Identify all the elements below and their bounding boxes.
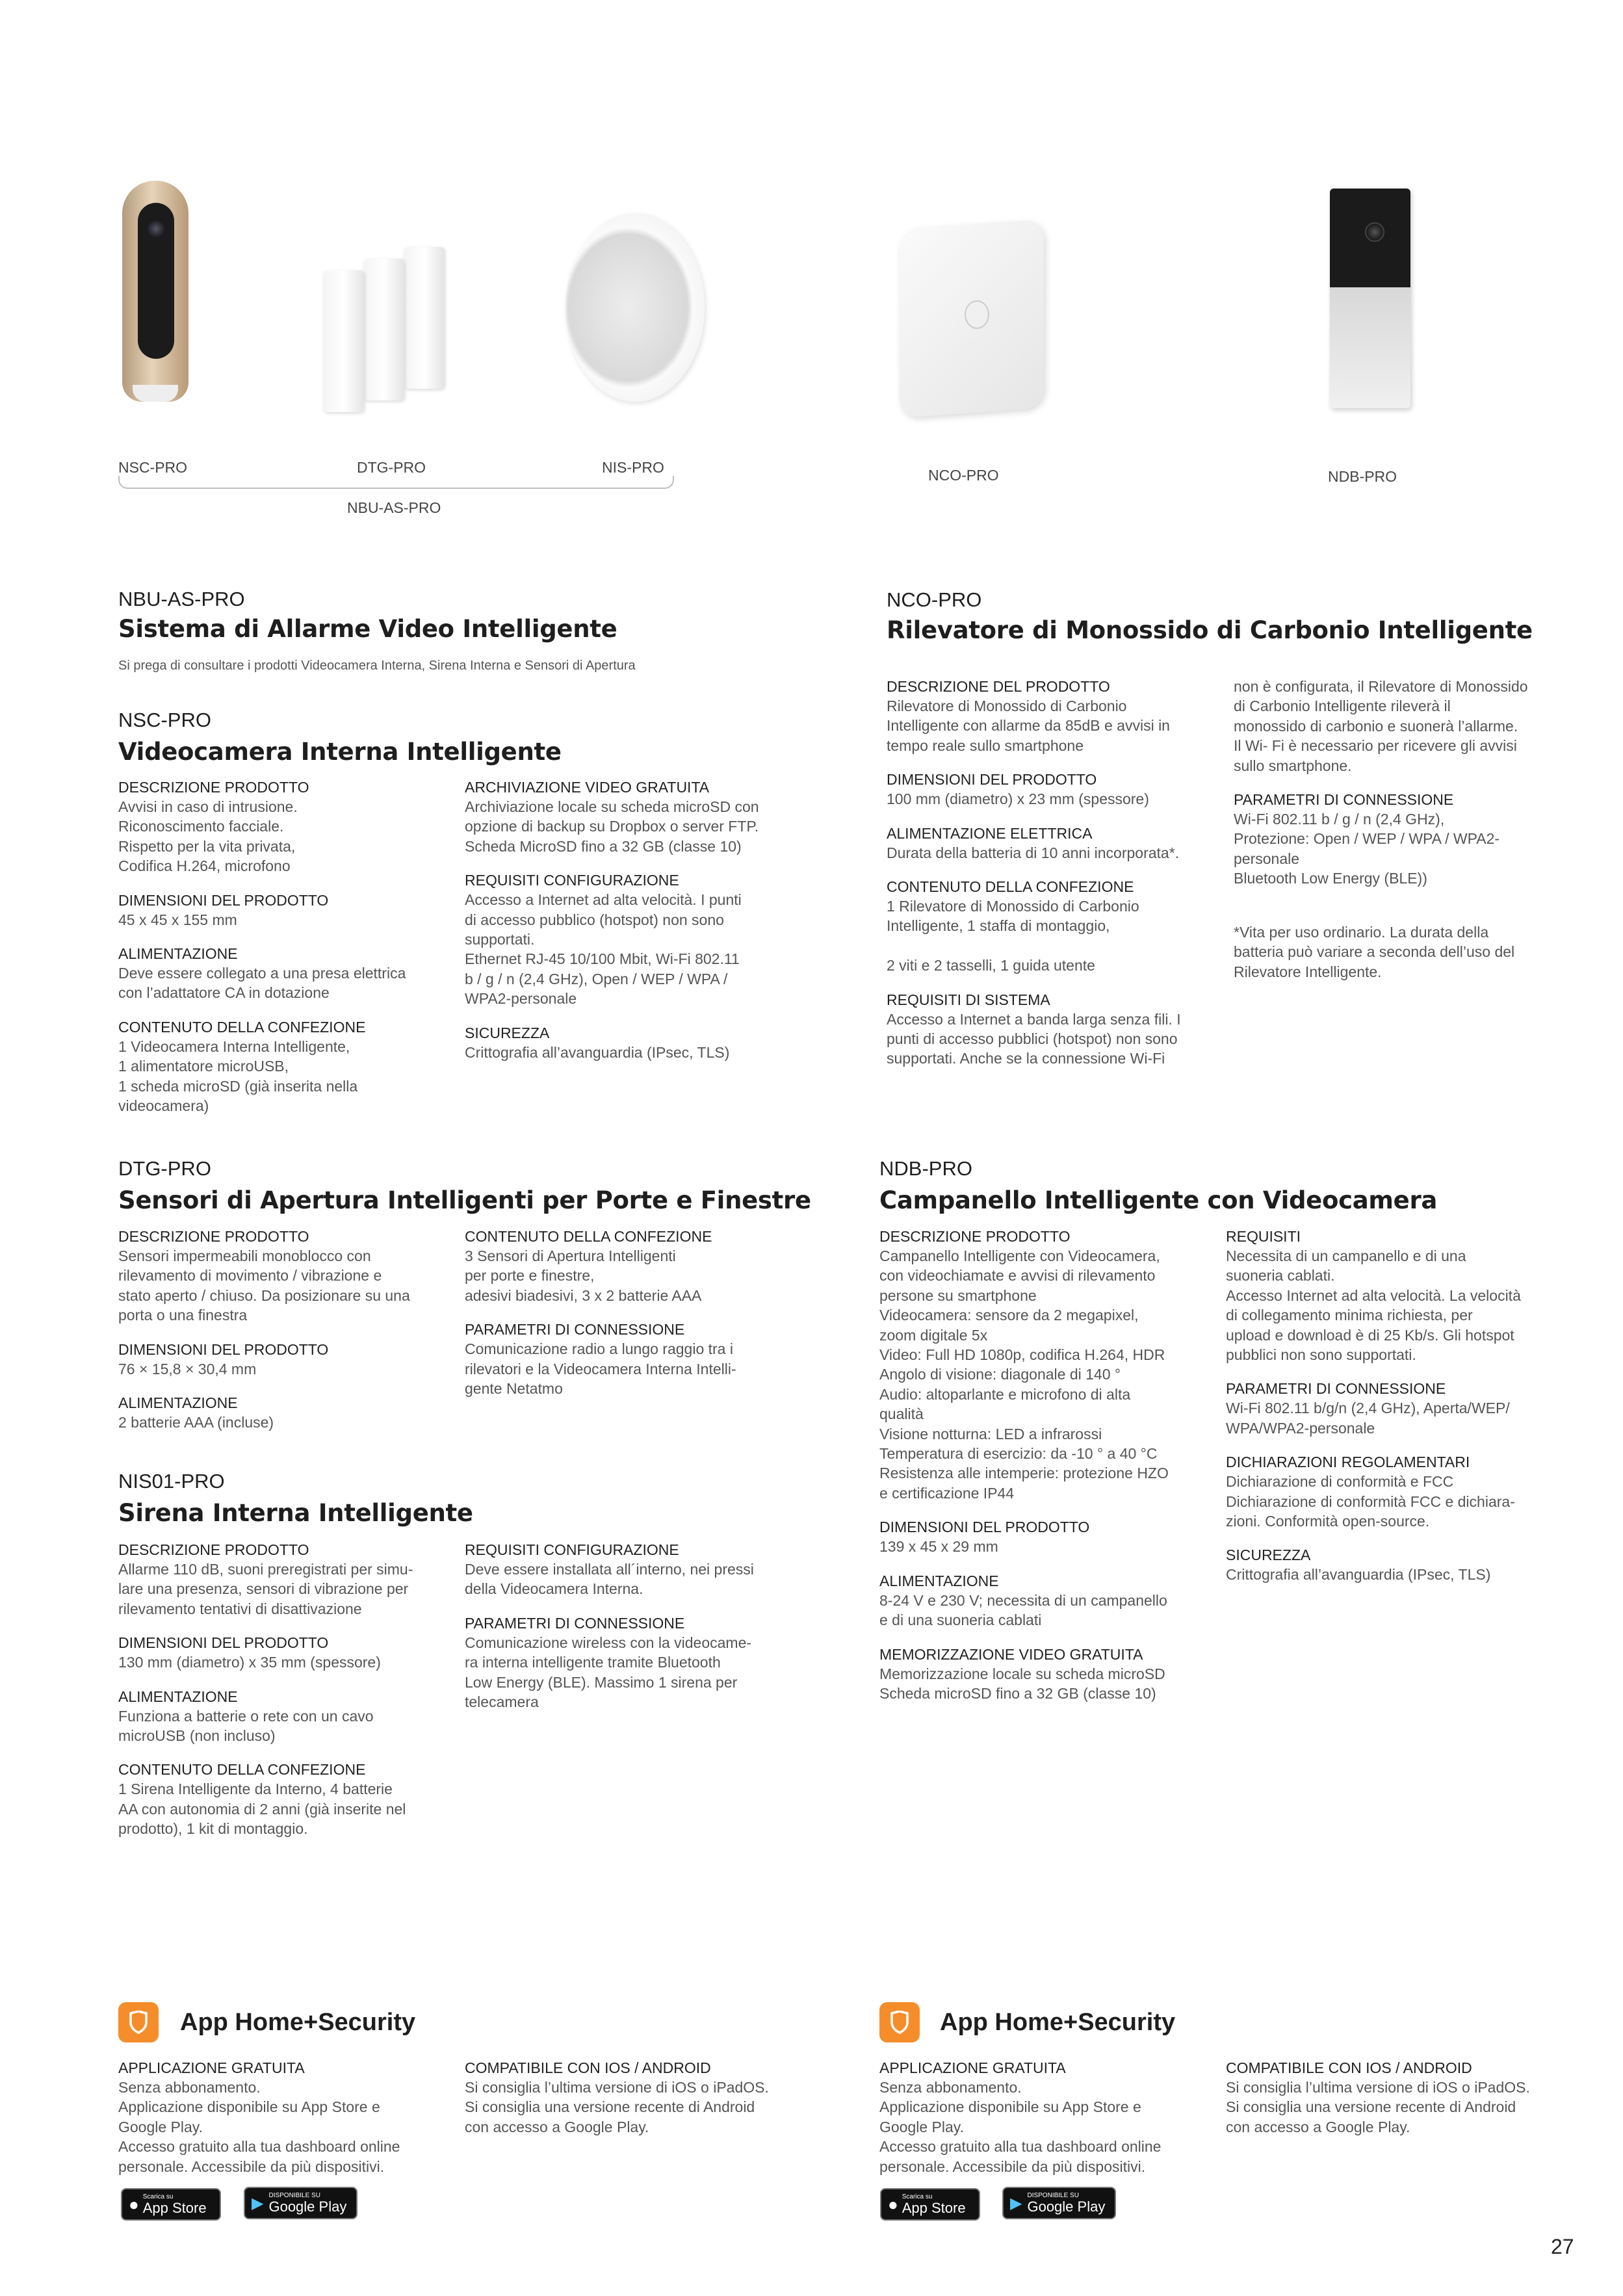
- app-specs-col1: [118, 2058, 443, 2191]
- section-code-ndb: NDB-PRO: [879, 1157, 972, 1180]
- app-store-badge[interactable]: [121, 2188, 221, 2221]
- spec-text: Campanello Intelligente con Videocamera, con videochiamate e avvisi di rilevamento persone su smartphone Videocamera: sensore da 2 megapixel, zoom digitale 5x Video: Full HD 1080p, codifica H.264, HDR Angolo di visione: diagonale di 140 ° Audio: altoparlante e microfono di alta qualità Visione notturna: LED a infrarossi Temperatura di esercizio: da -10 ° a 40 °C Resistenza alle intemperie: protezione HZO e certificazione IP44: [879, 1247, 1169, 1502]
- apple-icon: ●: [129, 2194, 139, 2214]
- spec-heading: SICUREZZA: [465, 1024, 550, 1041]
- spec-text: 76 × 15,8 × 30,4 mm: [118, 1360, 257, 1377]
- dtg-specs-col1: [118, 1227, 443, 1446]
- spec-group: [879, 1227, 1204, 1503]
- spec-heading: PARAMETRI DI CONNESSIONE: [465, 1614, 685, 1632]
- spec-text: 130 mm (diametro) x 35 mm (spessore): [118, 1654, 381, 1671]
- section-title-dtg: Sensori di Apertura Intelligenti per Porte e Finestre: [118, 1186, 811, 1214]
- spec-heading: PARAMETRI DI CONNESSIONE: [1226, 1380, 1446, 1398]
- nco-specs-col1: [887, 677, 1212, 1083]
- spec-heading: DESCRIZIONE PRODOTTO: [118, 1228, 309, 1245]
- spec-text: 2 batterie AAA (incluse): [118, 1414, 274, 1431]
- spec-text: 1 Sirena Intelligente da Interno, 4 batterie AA con autonomia di 2 anni (già inserite nel prodotto), 1 kit di montaggio.: [118, 1781, 406, 1838]
- ndb-pro-doorbell-image: [1330, 189, 1410, 408]
- spec-heading: REQUISITI CONFIGURAZIONE: [465, 872, 679, 889]
- spec-heading: PARAMETRI DI CONNESSIONE: [465, 1321, 685, 1338]
- spec-group: [118, 1017, 443, 1116]
- doorbell-camera-icon: [1365, 222, 1384, 242]
- spec-group: [465, 1023, 790, 1062]
- spec-group: [887, 824, 1212, 863]
- spec-group: [879, 1517, 1204, 1556]
- app-specs-col2: [1226, 2058, 1551, 2151]
- camera-lens-icon: [147, 220, 165, 238]
- spec-heading: REQUISITI DI SISTEMA: [887, 991, 1050, 1008]
- spec-heading: DIMENSIONI DEL PRODOTTO: [118, 1340, 329, 1358]
- badge-small-text: Scarica su: [142, 2193, 174, 2200]
- product-label-dtg: DTG-PRO: [357, 459, 426, 476]
- spec-text: Funziona a batterie o rete con un cavo microUSB (non incluso): [118, 1707, 374, 1745]
- spec-group: [1234, 790, 1559, 889]
- section-code-nis: NIS01-PRO: [118, 1470, 225, 1493]
- spec-text: Necessita di un campanello e di una suoneria cablati. Accesso Internet ad alta velocità. La velocità di collegamento minima richiesta, per upload e download è di 25 Kb/s. Gli hotspot pubblici non sono supportati.: [1226, 1247, 1521, 1364]
- spec-text: 1 Videocamera Interna Intelligente, 1 alimentatore microUSB, 1 scheda microSD (già inserita nella videocamera): [118, 1037, 358, 1115]
- spec-text: 8-24 V e 230 V; necessita di un campanello e di una suoneria cablati: [879, 1591, 1167, 1629]
- badge-small-text: DISPONIBILE SU: [268, 2191, 320, 2199]
- app-specs-col2: [465, 2058, 790, 2151]
- spec-text: 139 x 45 x 29 mm: [879, 1538, 998, 1556]
- spec-text: Comunicazione radio a lungo raggio tra i rilevatori e la Videocamera Interna Intelli- gente Netatmo: [465, 1340, 736, 1398]
- google-play-badge[interactable]: [244, 2187, 357, 2219]
- spec-heading: APPLICAZIONE GRATUITA: [118, 2059, 305, 2076]
- section-title-nbu: Sistema di Allarme Video Intelligente: [118, 615, 617, 643]
- spec-heading: SICUREZZA: [1226, 1546, 1311, 1564]
- product-label-ndb: NDB-PRO: [1328, 468, 1397, 485]
- spec-group: [465, 2058, 790, 2137]
- spec-heading: ALIMENTAZIONE: [118, 945, 238, 963]
- section-code-nco: NCO-PRO: [887, 588, 982, 611]
- spec-heading: DIMENSIONI DEL PRODOTTO: [118, 891, 329, 909]
- app-shield-icon: [879, 2002, 920, 2042]
- spec-heading: ARCHIVIAZIONE VIDEO GRATUITA: [465, 779, 710, 796]
- section-code-nsc: NSC-PRO: [118, 709, 211, 731]
- section-title-nco: Rilevatore di Monossido di Carbonio Intelligente: [887, 616, 1533, 644]
- section-title-nsc: Videocamera Interna Intelligente: [118, 738, 562, 766]
- spec-heading: REQUISITI: [1226, 1228, 1301, 1245]
- section-title-nis: Sirena Interna Intelligente: [118, 1499, 473, 1527]
- spec-group: [118, 1340, 443, 1379]
- spec-text: Deve essere installata all´interno, nei pressi della Videocamera Interna.: [465, 1561, 754, 1598]
- spec-heading: DESCRIZIONE PRODOTTO: [118, 1541, 309, 1558]
- spec-text: Si consiglia l’ultima versione di iOS o iPadOS. Si consiglia una versione recente di Android con accesso a Google Play.: [465, 2079, 769, 2135]
- dtg-pro-sensor-image: [364, 259, 404, 400]
- dtg-pro-sensor-image: [324, 270, 364, 412]
- app-title: App Home+Security: [940, 2009, 1176, 2036]
- spec-text: Archiviazione locale su scheda microSD con opzione di backup su Dropbox o server FTP. Scheda MicroSD fino a 32 GB (classe 10): [465, 798, 759, 855]
- app-title: App Home+Security: [180, 2009, 416, 2036]
- spec-group: [465, 1613, 790, 1712]
- spec-text: Senza abbonamento. Applicazione disponibile su App Store e Google Play. Accesso gratuito alla tua dashboard online personale. Accessibile da più dispositivi.: [118, 2079, 400, 2175]
- spec-group: [887, 770, 1212, 809]
- spec-heading: CONTENUTO DELLA CONFEZIONE: [118, 1761, 366, 1779]
- nco-pro-button-ring: [965, 300, 989, 329]
- spec-group: [118, 1227, 443, 1325]
- spec-text: 45 x 45 x 155 mm: [118, 911, 237, 928]
- spec-group: [118, 891, 443, 930]
- google-play-badge[interactable]: [1002, 2187, 1116, 2219]
- nis-specs-col2: [465, 1540, 790, 1726]
- nis-specs-col1: [118, 1540, 443, 1853]
- app-store-badge[interactable]: [880, 2188, 980, 2221]
- spec-group: [118, 1633, 443, 1672]
- section-code-nbu: NBU-AS-PRO: [118, 588, 245, 610]
- spec-text: Deve essere collegato a una presa elettrica con l’adattatore CA in dotazione: [118, 965, 406, 1002]
- app-shield-icon: [118, 2002, 159, 2042]
- spec-text: Crittografia all’avanguardia (IPsec, TLS): [1226, 1566, 1491, 1584]
- spec-text: Crittografia all’avanguardia (IPsec, TLS): [465, 1043, 730, 1061]
- spec-group: [1226, 1379, 1551, 1438]
- google-play-icon: ▶: [1010, 2194, 1022, 2212]
- spec-heading: COMPATIBILE CON IOS / ANDROID: [1226, 2059, 1472, 2076]
- spec-text: 1 Rilevatore di Monossido di Carbonio Intelligente, 1 staffa di montaggio, 2 viti e 2 tasselli, 1 guida utente: [887, 898, 1139, 974]
- spec-group: [1226, 1545, 1551, 1584]
- spec-text: *Vita per uso ordinario. La durata della batteria può variare a seconda dell’uso del Rilevatore Intelligente.: [1234, 924, 1515, 980]
- spec-group: [118, 1760, 443, 1838]
- spec-group: [887, 877, 1212, 976]
- spec-text: Avvisi in caso di intrusione. Riconoscimento facciale. Rispetto per la vita privata, Codifica H.264, microfono: [118, 798, 298, 875]
- bundle-bracket-divider: [118, 476, 674, 489]
- spec-group: [879, 2058, 1204, 2176]
- spec-text: Memorizzazione locale su scheda microSD Scheda microSD fino a 32 GB (classe 10): [879, 1665, 1165, 1702]
- spec-heading: COMPATIBILE CON IOS / ANDROID: [465, 2059, 711, 2076]
- spec-group: [887, 677, 1212, 755]
- product-label-nis: NIS-PRO: [602, 459, 664, 476]
- spec-text: Rilevatore di Monossido di Carbonio Intelligente con allarme da 85dB e avvisi in tempo reale sullo smartphone: [887, 698, 1170, 754]
- product-label-nco: NCO-PRO: [928, 467, 999, 484]
- spec-group: [879, 1645, 1204, 1704]
- spec-group: [879, 1571, 1204, 1630]
- spec-group: [1226, 1227, 1551, 1364]
- spec-text: Si consiglia l’ultima versione di iOS o iPadOS. Si consiglia una versione recente di Android con accesso a Google Play.: [1226, 2079, 1530, 2135]
- spec-text: Durata della batteria di 10 anni incorporata*.: [887, 844, 1180, 861]
- nsc-pro-camera-base: [133, 385, 178, 402]
- section-title-ndb: Campanello Intelligente con Videocamera: [879, 1186, 1438, 1214]
- spec-text: 100 mm (diametro) x 23 mm (spessore): [887, 790, 1149, 808]
- spec-text: Accesso a Internet a banda larga senza fili. I punti di accesso pubblici (hotspot) non sono supportati. Anche se la connessione Wi-Fi: [887, 1010, 1181, 1067]
- section-note-nbu: Si prega di consultare i prodotti Videocamera Interna, Sirena Interna e Sensori di Apertura: [118, 659, 636, 673]
- product-label-nsc: NSC-PRO: [118, 459, 188, 476]
- spec-heading: DESCRIZIONE DEL PRODOTTO: [887, 678, 1110, 695]
- ndb-specs-col1: [879, 1227, 1204, 1717]
- page-number: 27: [1551, 2235, 1574, 2258]
- spec-heading: DIMENSIONI DEL PRODOTTO: [887, 771, 1097, 789]
- badge-small-text: DISPONIBILE SU: [1027, 2191, 1079, 2199]
- nsc-specs-col2: [465, 777, 790, 1076]
- spec-group: [118, 2058, 443, 2176]
- google-play-icon: ▶: [252, 2194, 264, 2212]
- spec-group: [118, 1687, 443, 1746]
- nco-specs-col2: [1234, 677, 1559, 996]
- spec-text: Wi-Fi 802.11 b/g/n (2,4 GHz), Aperta/WEP/ WPA/WPA2-personale: [1226, 1400, 1510, 1437]
- section-code-dtg: DTG-PRO: [118, 1157, 211, 1180]
- spec-group: [465, 1540, 790, 1599]
- spec-heading: DICHIARAZIONI REGOLAMENTARI: [1226, 1454, 1470, 1471]
- spec-heading: CONTENUTO DELLA CONFEZIONE: [118, 1018, 366, 1036]
- spec-text: Wi-Fi 802.11 b / g / n (2,4 GHz), Protezione: Open / WEP / WPA / WPA2- personale Bluetooth Low Energy (BLE)): [1234, 811, 1500, 887]
- spec-heading: DESCRIZIONE PRODOTTO: [118, 779, 309, 796]
- product-label-bundle: NBU-AS-PRO: [347, 499, 441, 516]
- spec-group: [465, 1227, 790, 1305]
- spec-group: [465, 1320, 790, 1398]
- dtg-pro-sensor-image: [404, 247, 445, 389]
- spec-group: [1234, 903, 1559, 982]
- badge-big-text: App Store: [902, 2199, 966, 2216]
- spec-group: [1234, 677, 1559, 776]
- ndb-specs-col2: [1226, 1227, 1551, 1599]
- spec-group: [1226, 1452, 1551, 1531]
- spec-text: Allarme 110 dB, suoni preregistrati per simu- lare una presenza, sensori di vibrazione per rilevamento tentativi di disattivazione: [118, 1561, 413, 1617]
- spec-group: [118, 1540, 443, 1619]
- spec-group: [118, 777, 443, 876]
- spec-text: non è configurata, il Rilevatore di Monossido di Carbonio Intelligente rileverà il monossido di carbonio e suonerà l’allarme. Il Wi- Fi è necessario per ricevere gli avvisi sullo smartphone.: [1234, 678, 1528, 774]
- spec-heading: CONTENUTO DELLA CONFEZIONE: [887, 878, 1134, 896]
- spec-group: [887, 990, 1212, 1069]
- dtg-specs-col2: [465, 1227, 790, 1413]
- spec-text: Senza abbonamento. Applicazione disponibile su App Store e Google Play. Accesso gratuito alla tua dashboard online personale. Accessibile da più dispositivi.: [879, 2079, 1162, 2175]
- spec-text: 3 Sensori di Apertura Intelligenti per porte e finestre, adesivi biadesivi, 3 x 2 batterie AAA: [465, 1247, 702, 1304]
- spec-heading: CONTENUTO DELLA CONFEZIONE: [465, 1228, 712, 1245]
- spec-heading: MEMORIZZAZIONE VIDEO GRATUITA: [879, 1645, 1143, 1663]
- spec-heading: PARAMETRI DI CONNESSIONE: [1234, 791, 1454, 809]
- spec-heading: DIMENSIONI DEL PRODOTTO: [879, 1519, 1090, 1536]
- spec-heading: ALIMENTAZIONE ELETTRICA: [887, 824, 1093, 842]
- spec-heading: ALIMENTAZIONE: [879, 1572, 999, 1589]
- spec-heading: ALIMENTAZIONE: [118, 1394, 238, 1412]
- spec-heading: DESCRIZIONE PRODOTTO: [879, 1228, 1071, 1245]
- spec-heading: REQUISITI CONFIGURAZIONE: [465, 1541, 679, 1558]
- spec-heading: ALIMENTAZIONE: [118, 1688, 238, 1705]
- spec-heading: DIMENSIONI DEL PRODOTTO: [118, 1634, 329, 1652]
- spec-heading: APPLICAZIONE GRATUITA: [879, 2059, 1066, 2076]
- spec-text: Comunicazione wireless con la videocame- ra interna intelligente tramite Bluetooth Low Energy (BLE). Massimo 1 sirena per telecamera: [465, 1634, 752, 1711]
- spec-text: Accesso a Internet ad alta velocità. I punti di accesso pubblico (hotspot) non sono supportati. Ethernet RJ-45 10/100 Mbit, Wi-Fi 802.11 b / g / n (2,4 GHz), Open / WEP / WPA / WPA2-personale: [465, 891, 742, 1008]
- badge-big-text: Google Play: [1027, 2198, 1106, 2215]
- nis-pro-siren-image: [565, 213, 705, 402]
- spec-group: [118, 1393, 443, 1432]
- spec-group: [1226, 2058, 1551, 2137]
- badge-big-text: App Store: [142, 2199, 207, 2216]
- spec-group: [465, 777, 790, 856]
- badge-small-text: Scarica su: [902, 2193, 933, 2200]
- app-specs-col1: [879, 2058, 1204, 2191]
- nsc-specs-col1: [118, 777, 443, 1130]
- spec-group: [465, 870, 790, 1008]
- apple-icon: ●: [888, 2194, 898, 2214]
- spec-text: Sensori impermeabili monoblocco con rilevamento di movimento / vibrazione e stato aperto / chiuso. Da posizionare su una porta o una finestra: [118, 1247, 410, 1324]
- badge-big-text: Google Play: [268, 2198, 347, 2215]
- spec-text: Dichiarazione di conformità e FCC Dichiarazione di conformità FCC e dichiara- zioni. Conformità open-source.: [1226, 1473, 1515, 1530]
- spec-group: [118, 944, 443, 1003]
